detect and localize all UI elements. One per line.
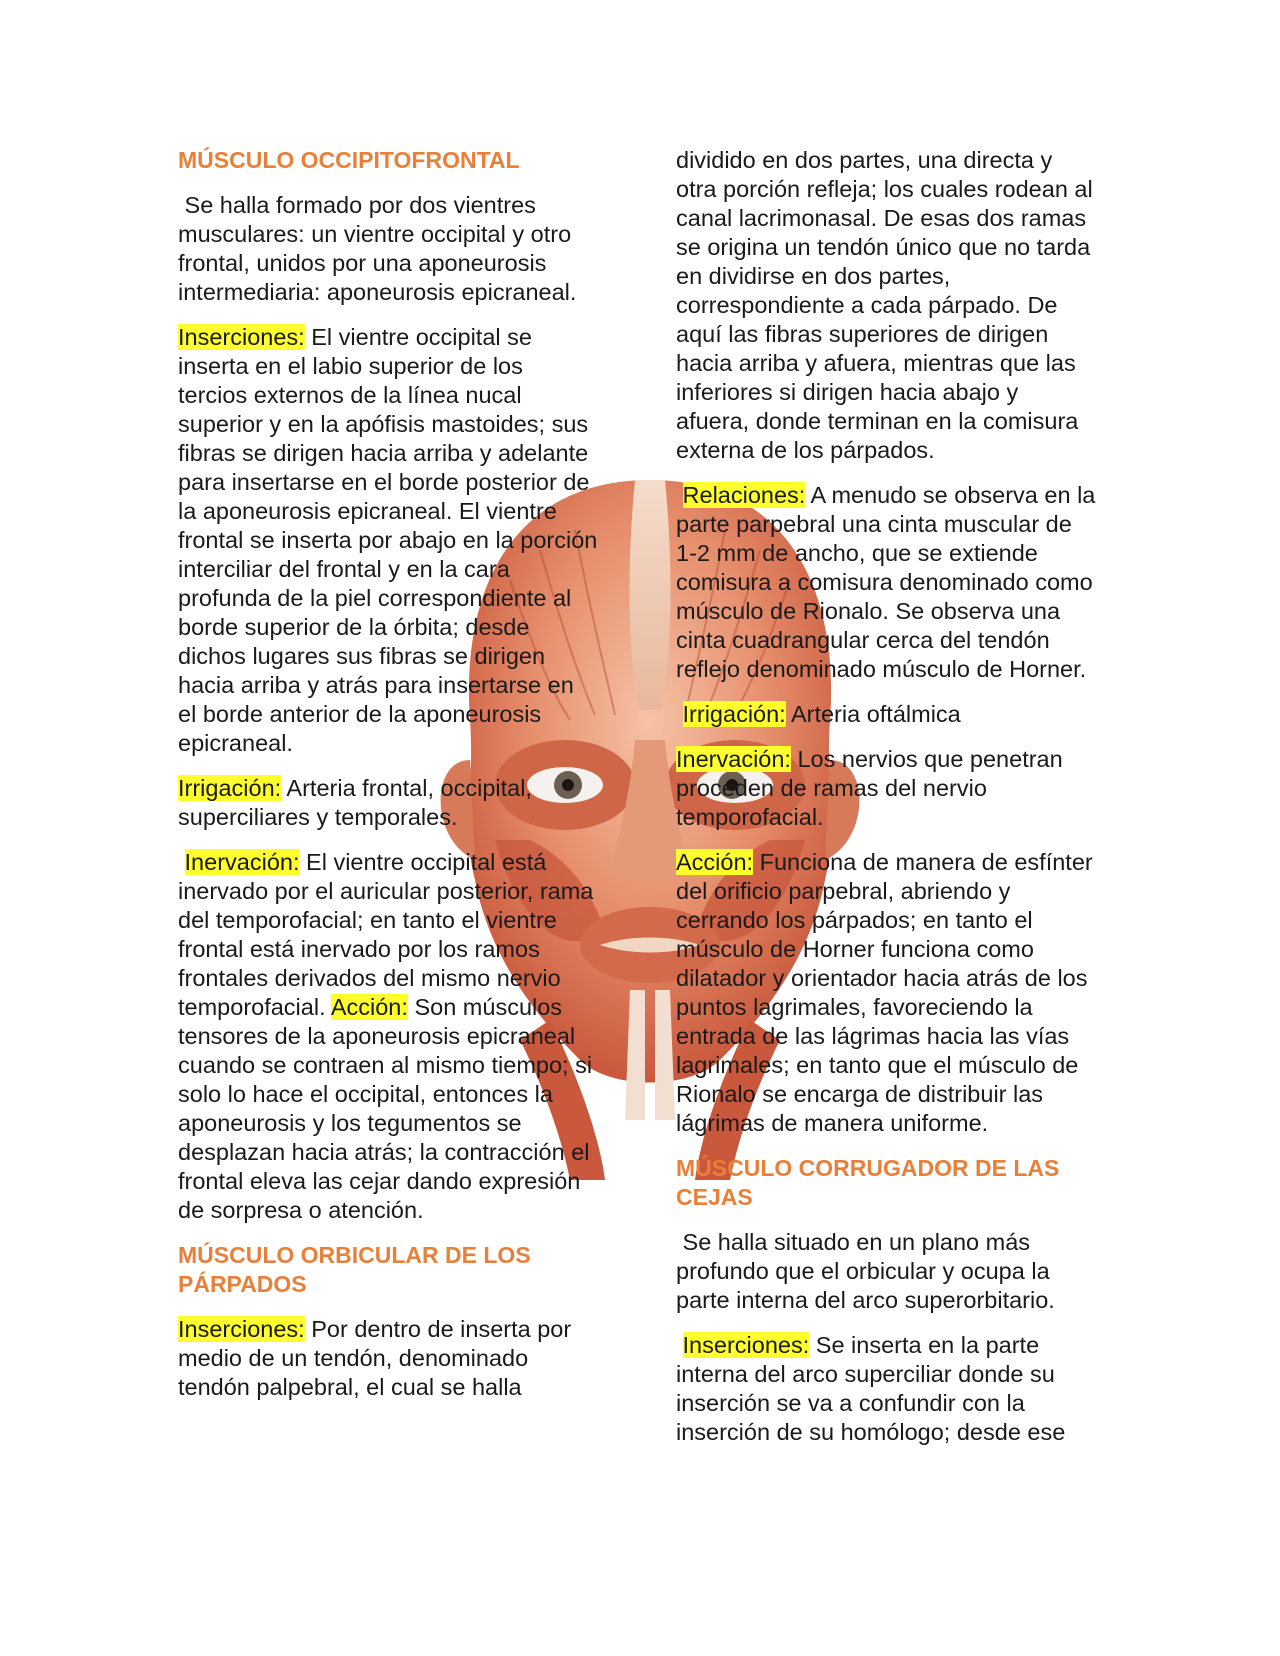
highlight-label: Acción:	[676, 849, 754, 875]
highlight-label: Relaciones:	[682, 482, 806, 508]
heading-corrugador: MÚSCULO CORRUGADOR DE LAS CEJAS	[676, 1155, 1060, 1210]
paragraph-inervacion: Inervación: El vientre occipital está inervado por el auricular posterior, rama del temporofacial; en tanto el vientre frontal está inervado por los ramos frontales derivados del mismo nervio temporofacial. Acción: Son músculos tensores de la aponeurosis epicraneal cuando se contraen al mismo tiempo; si solo lo hace el occipital, entonces la aponeurosis y los tegumentos se desplazan hacia atrás; la contracción el frontal eleva las cejar dando expresión de sorpresa o atención.	[178, 849, 594, 1223]
highlight-label: Acción:	[330, 994, 408, 1020]
paragraph: Se halla situado en un plano más profundo que el orbicular y ocupa la parte interna del arco superorbitario.	[676, 1229, 1057, 1313]
highlight-label: Inervación:	[676, 746, 791, 772]
paragraph-irrigacion: Irrigación: Arteria frontal, occipital, superciliares y temporales.	[178, 775, 532, 830]
highlight-label: Inserciones:	[178, 1316, 305, 1342]
paragraph-irrigacion: Irrigación: Arteria oftálmica	[682, 701, 961, 727]
highlight-label: Inserciones:	[178, 324, 305, 350]
highlight-label: Irrigación:	[682, 701, 786, 727]
right-column	[676, 146, 1096, 1463]
paragraph-inserciones: Inserciones: Se inserta en la parte interna del arco superciliar donde su inserción se va a confundir con la inserción de su homólogo; desde ese	[676, 1332, 1066, 1445]
paragraph: dividido en dos partes, una directa y otra porción refleja; los cuales rodean al canal lacrimonasal. De esas dos ramas se origina un tendón único que no tarda en dividirse en dos partes, correspondiente a cada párpado. De aquí las fibras superiores de dirigen hacia arriba y afuera, mientras que las inferiores si dirigen hacia abajo y afuera, donde terminan en la comisura externa de los párpados.	[676, 147, 1093, 463]
paragraph-inserciones: Inserciones: Por dentro de inserta por medio de un tendón, denominado tendón palpebral, el cual se halla	[178, 1316, 572, 1400]
paragraph: Se halla formado por dos vientres musculares: un vientre occipital y otro frontal, unidos por una aponeurosis intermediaria: aponeurosis epicraneal.	[178, 192, 578, 305]
paragraph-inserciones: Inserciones: El vientre occipital se inserta en el labio superior de los tercios externos de la línea nucal superior y en la apófisis mastoides; sus fibras se dirigen hacia arriba y adelante para insertarse en el borde posterior de la aponeurosis epicraneal. El vientre frontal se inserta por abajo en la porción interciliar del frontal y en la cara profunda de la piel correspondiente al borde superior de la órbita; desde dichos lugares sus fibras se dirigen hacia arriba y atrás para insertarse en el borde anterior de la aponeurosis epicraneal.	[178, 324, 598, 756]
paragraph-inervacion: Inervación: Los nervios que penetran proceden de ramas del nervio temporofacial.	[676, 746, 1063, 830]
highlight-label: Inserciones:	[682, 1332, 810, 1358]
heading-orbicular: MÚSCULO ORBICULAR DE LOS PÁRPADOS	[178, 1242, 531, 1297]
highlight-label: Inervación:	[184, 849, 300, 875]
highlight-label: Irrigación:	[178, 775, 282, 801]
left-column	[178, 146, 598, 1418]
paragraph-accion: Acción: Funciona de manera de esfínter del orificio parpebral, abriendo y cerrando los párpados; en tanto el músculo de Horner funciona como dilatador y orientador hacia atrás de los puntos lagrimales, favoreciendo la entrada de las lágrimas hacia las vías lagrimales; en tanto que el músculo de Rionalo se encarga de distribuir las lágrimas de manera uniforme.	[676, 849, 1093, 1136]
heading-occipitofrontal: MÚSCULO OCCIPITOFRONTAL	[178, 147, 520, 173]
paragraph-relaciones: Relaciones: A menudo se observa en la parte parpebral una cinta muscular de 1-2 mm de ancho, que se extiende comisura a comisura denominado como músculo de Rionalo. Se observa una cinta cuadrangular cerca del tendón reflejo denominado músculo de Horner.	[676, 482, 1096, 682]
